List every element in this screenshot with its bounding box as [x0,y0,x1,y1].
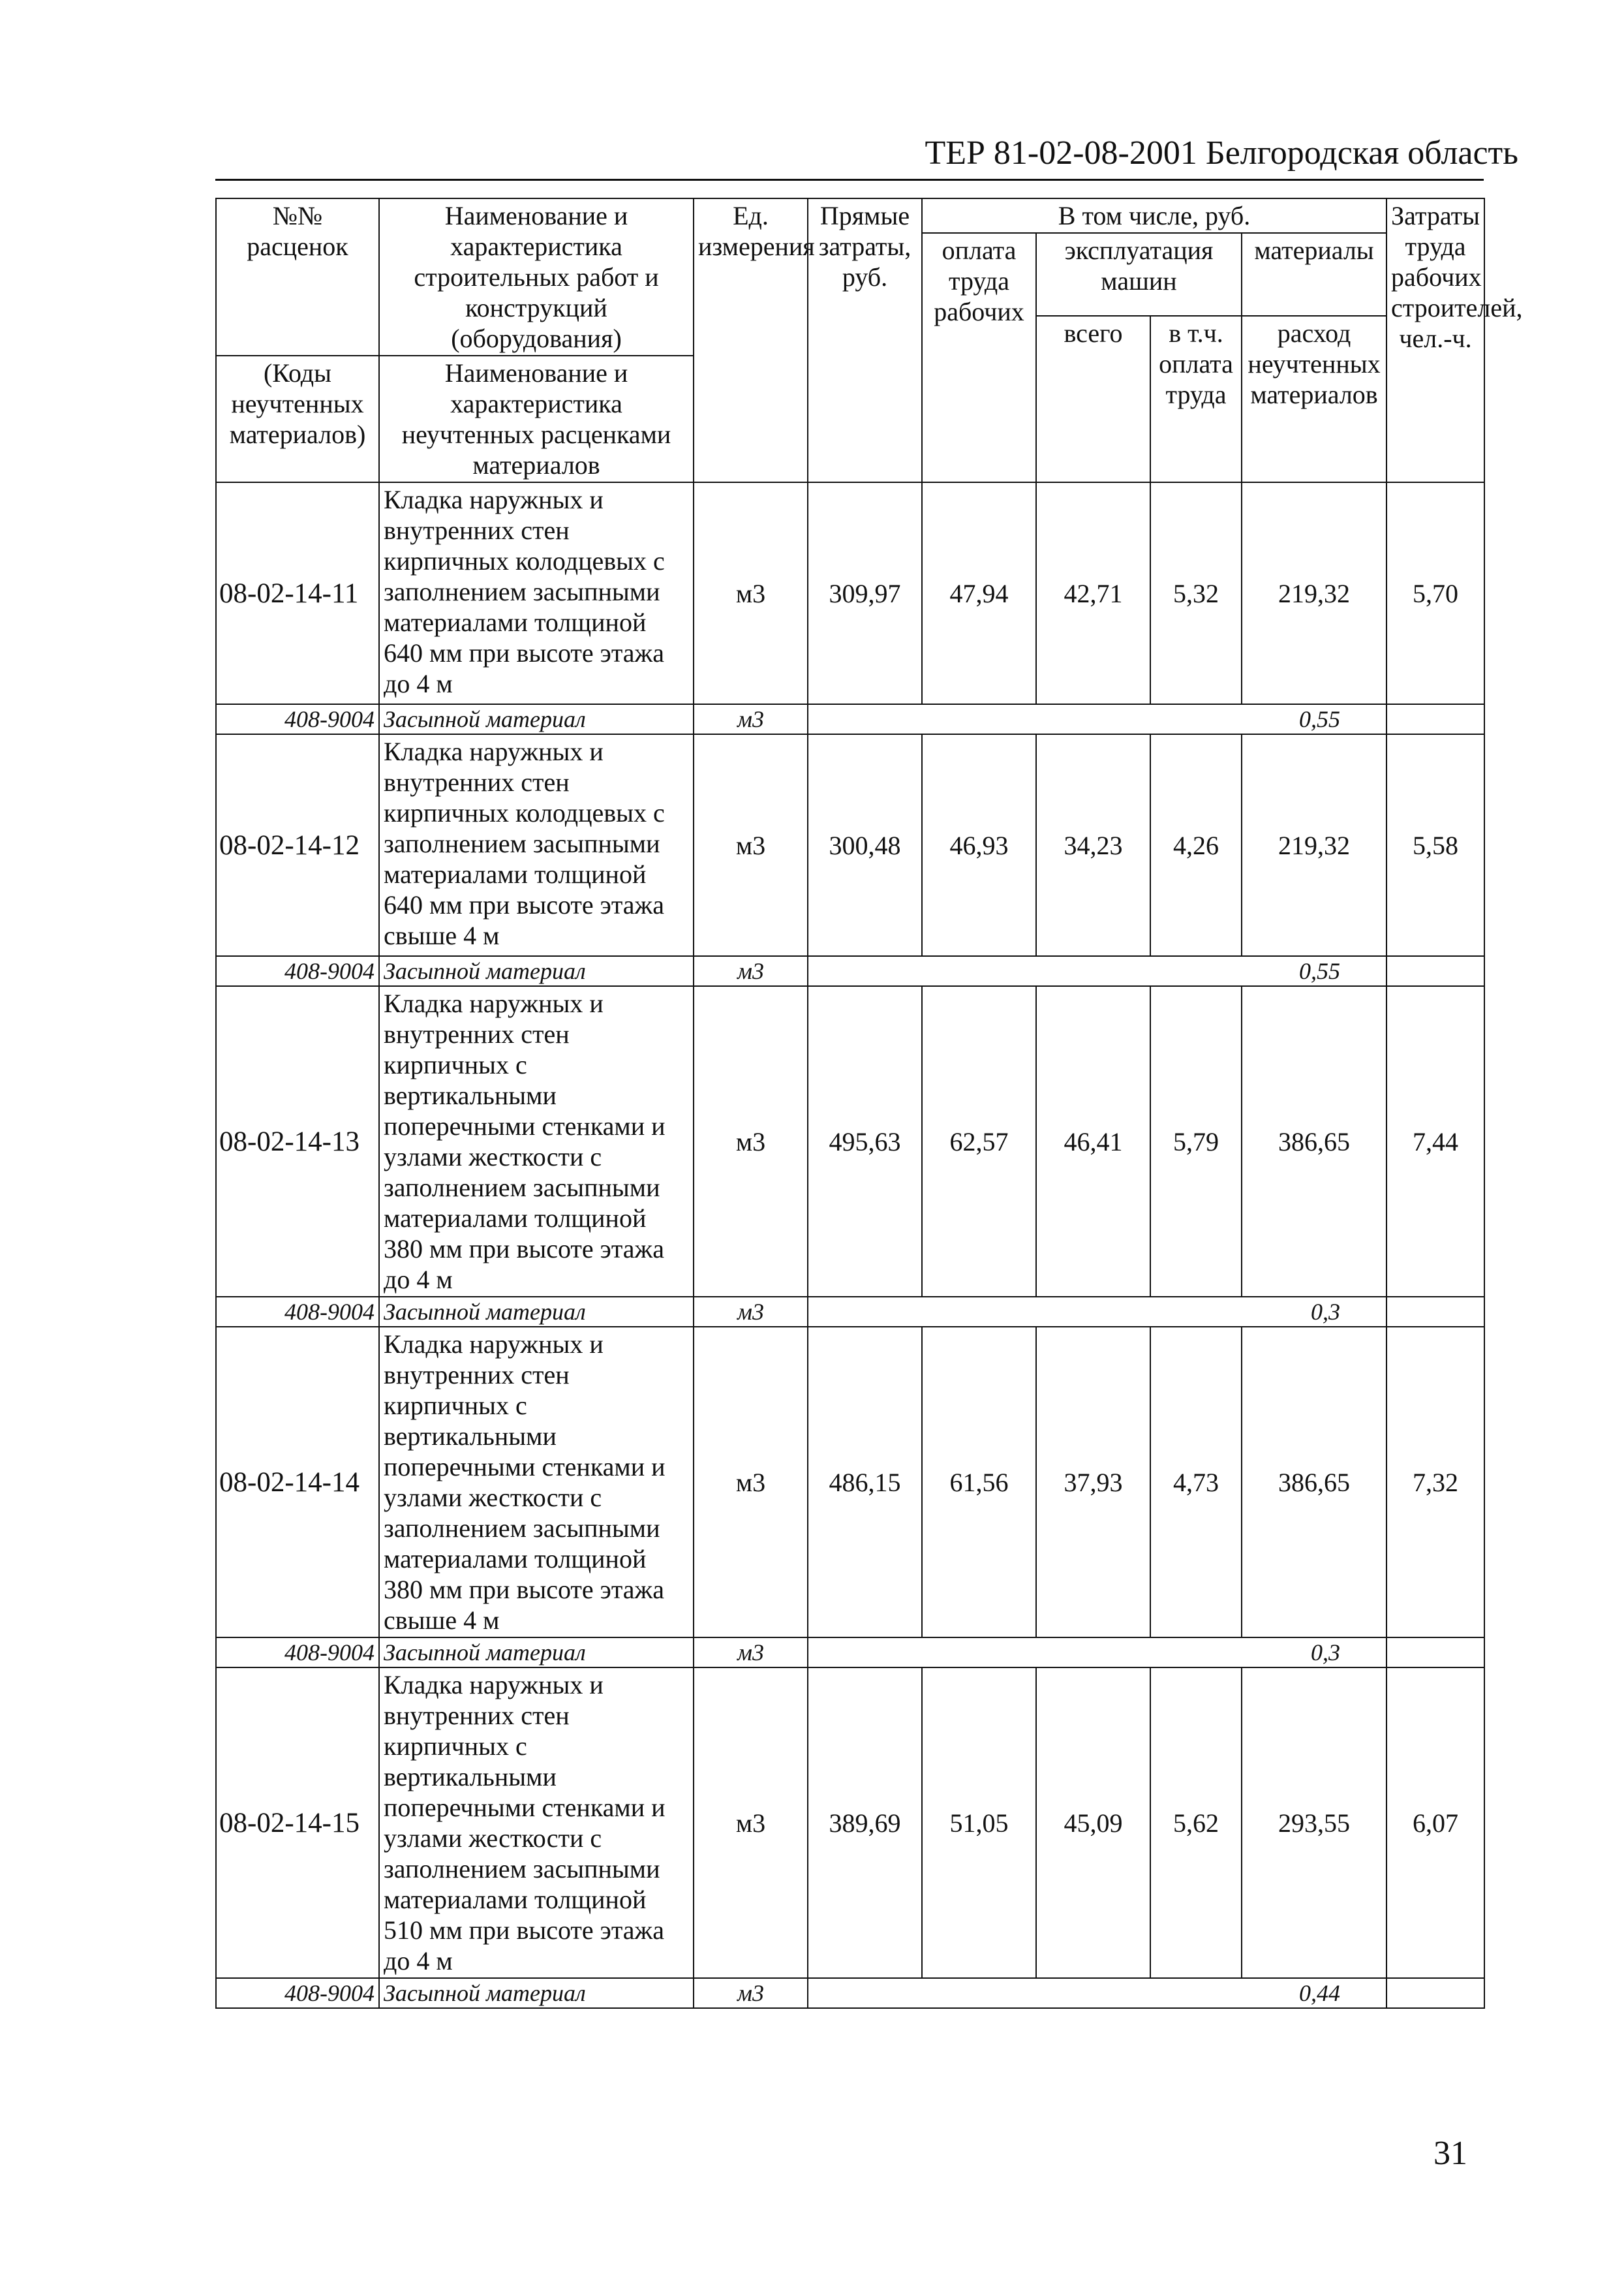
rate-name: Кладка наружных и внутренних стен кирпичных колодцевых с заполнением засыпными материалами толщиной 640 мм при высоте этажа свыше 4 м [379,734,694,956]
rate-machine-labor: 5,79 [1150,986,1242,1297]
header-including: В том числе, руб. [922,198,1387,233]
header-machine-total: всего [1036,316,1150,483]
rate-code: 08-02-14-12 [216,734,379,956]
material-unit: м3 [694,956,808,986]
material-name: Засыпной материал [379,1637,694,1667]
table-header [216,198,1523,482]
rate-code: 08-02-14-13 [216,986,379,1297]
header-rule [215,179,1484,181]
material-row [216,1297,1484,1327]
rate-code: 08-02-14-14 [216,1327,379,1637]
rate-direct-cost: 389,69 [808,1667,922,1978]
rate-labor-pay: 61,56 [922,1327,1036,1637]
rate-unit: м3 [694,734,808,956]
rate-name: Кладка наружных и внутренних стен кирпичных колодцевых с заполнением засыпными материалами толщиной 640 мм при высоте этажа до 4 м [379,482,694,704]
rate-machine-total: 45,09 [1036,1667,1150,1978]
rate-labor-pay: 51,05 [922,1667,1036,1978]
material-empty-cell [1387,1978,1484,2008]
header-name-top: Наименование и характеристика строительных работ и конструкций (оборудования) [379,198,694,356]
material-row [216,704,1484,734]
material-usage: 0,44 [808,1978,1387,2008]
material-name: Засыпной материал [379,1978,694,2008]
material-empty-cell [1387,704,1484,734]
rate-direct-cost: 495,63 [808,986,922,1297]
table-row [216,1667,1484,1978]
rate-labor-hours: 5,70 [1387,482,1484,704]
rate-name: Кладка наружных и внутренних стен кирпичных с вертикальными поперечными стенками и узлами жесткости с заполнением засыпными материалами толщиной 510 мм при высоте этажа до 4 м [379,1667,694,1978]
material-code: 408-9004 [216,956,379,986]
material-name: Засыпной материал [379,1297,694,1327]
header-labor-pay: оплата труда рабочих [922,233,1036,482]
rate-materials: 293,55 [1242,1667,1387,1978]
material-usage: 0,55 [808,956,1387,986]
rate-labor-hours: 5,58 [1387,734,1484,956]
header-code-top: №№ расценок [216,198,379,356]
material-code: 408-9004 [216,704,379,734]
header-materials: материалы [1242,233,1387,316]
header-labor-hours: Затраты труда рабочих строителей, чел.-ч. [1387,198,1484,482]
rate-machine-labor: 4,73 [1150,1327,1242,1637]
header-direct-cost: Прямые затраты, руб. [808,198,922,482]
material-empty-cell [1387,956,1484,986]
rate-machine-total: 37,93 [1036,1327,1150,1637]
rate-unit: м3 [694,482,808,704]
rate-name: Кладка наружных и внутренних стен кирпичных с вертикальными поперечными стенками и узлами жесткости с заполнением засыпными материалами толщиной 380 мм при высоте этажа до 4 м [379,986,694,1297]
table-row [216,734,1484,956]
rate-machine-labor: 5,32 [1150,482,1242,704]
rate-direct-cost: 486,15 [808,1327,922,1637]
material-usage: 0,3 [808,1297,1387,1327]
rate-labor-hours: 6,07 [1387,1667,1484,1978]
rate-direct-cost: 300,48 [808,734,922,956]
header-materials-usage: расход неучтенных материалов [1242,316,1387,483]
material-name: Засыпной материал [379,704,694,734]
rate-machine-total: 34,23 [1036,734,1150,956]
material-usage: 0,55 [808,704,1387,734]
header-name-bottom: Наименование и характеристика неучтенных расценками материалов [379,356,694,482]
material-unit: м3 [694,1978,808,2008]
material-unit: м3 [694,1637,808,1667]
rate-machine-labor: 5,62 [1150,1667,1242,1978]
rate-unit: м3 [694,986,808,1297]
material-usage: 0,3 [808,1637,1387,1667]
rate-machine-total: 46,41 [1036,986,1150,1297]
material-empty-cell [1387,1297,1484,1327]
table-row [216,1327,1484,1637]
rate-labor-pay: 46,93 [922,734,1036,956]
table-row [216,986,1484,1297]
material-empty-cell [1387,1637,1484,1667]
header-unit: Ед. измерения [694,198,808,482]
rate-machine-total: 42,71 [1036,482,1150,704]
header-machine-operation: эксплуатация машин [1036,233,1242,316]
page-number: 31 [1433,2135,1467,2172]
rate-labor-pay: 47,94 [922,482,1036,704]
material-unit: м3 [694,704,808,734]
material-row [216,1978,1484,2008]
rate-labor-pay: 62,57 [922,986,1036,1297]
rate-materials: 219,32 [1242,734,1387,956]
material-unit: м3 [694,1297,808,1327]
rate-code: 08-02-14-11 [216,482,379,704]
rate-unit: м3 [694,1667,808,1978]
rate-labor-hours: 7,44 [1387,986,1484,1297]
rate-name: Кладка наружных и внутренних стен кирпичных с вертикальными поперечными стенками и узлами жесткости с заполнением засыпными материалами толщиной 380 мм при высоте этажа свыше 4 м [379,1327,694,1637]
rate-materials: 219,32 [1242,482,1387,704]
material-name: Засыпной материал [379,956,694,986]
material-code: 408-9004 [216,1978,379,2008]
rate-direct-cost: 309,97 [808,482,922,704]
rate-unit: м3 [694,1327,808,1637]
table-row [216,482,1484,704]
rate-materials: 386,65 [1242,1327,1387,1637]
rate-machine-labor: 4,26 [1150,734,1242,956]
rate-labor-hours: 7,32 [1387,1327,1484,1637]
rate-materials: 386,65 [1242,986,1387,1297]
material-code: 408-9004 [216,1297,379,1327]
rate-code: 08-02-14-15 [216,1667,379,1978]
material-row [216,1637,1484,1667]
material-row [216,956,1484,986]
document-header: ТЕР 81-02-08-2001 Белгородская область [925,134,1518,172]
material-code: 408-9004 [216,1637,379,1667]
header-machine-labor: в т.ч. оплата труда [1150,316,1242,483]
header-code-bottom: (Коды неучтенных материалов) [216,356,379,482]
rates-table [215,198,1523,2009]
